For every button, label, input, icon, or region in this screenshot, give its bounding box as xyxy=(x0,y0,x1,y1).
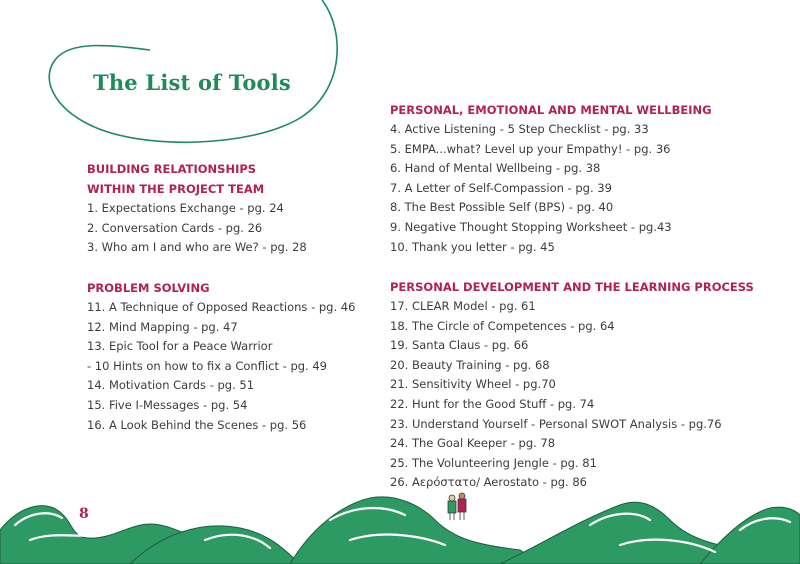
tool-item: 5. EMPA...what? Level up your Empathy! - pg. 36 xyxy=(390,141,671,156)
section-heading: WITHIN THE PROJECT TEAM xyxy=(87,182,265,196)
tool-item: 7. A Letter of Self-Compassion - pg. 39 xyxy=(390,180,612,195)
tool-item: 15. Five I-Messages - pg. 54 xyxy=(87,397,248,412)
tool-item: 16. A Look Behind the Scenes - pg. 56 xyxy=(87,417,307,432)
page-number: 8 xyxy=(79,506,89,522)
tool-item: 17. CLEAR Model - pg. 61 xyxy=(390,299,536,313)
section-heading: PROBLEM SOLVING xyxy=(87,281,210,295)
tool-item: 8. The Best Possible Self (BPS) - pg. 40 xyxy=(390,200,614,215)
tool-item: 4. Active Listening - 5 Step Checklist - pg. 33 xyxy=(390,122,649,136)
page-title: The List of Tools xyxy=(93,70,291,95)
tool-item: 10. Thank you letter - pg. 45 xyxy=(390,239,555,254)
tool-item: 22. Hunt for the Good Stuff - pg. 74 xyxy=(390,396,595,411)
people-figures xyxy=(448,493,466,520)
section-heading: PERSONAL, EMOTIONAL AND MENTAL WELLBEING xyxy=(390,103,712,117)
tool-item: 6. Hand of Mental Wellbeing - pg. 38 xyxy=(390,161,601,176)
tool-item: 2. Conversation Cards - pg. 26 xyxy=(87,220,263,235)
tool-item: 19. Santa Claus - pg. 66 xyxy=(390,338,529,353)
tool-item: 18. The Circle of Competences - pg. 64 xyxy=(390,318,615,333)
tool-item: 13. Epic Tool for a Peace Warrior xyxy=(87,339,273,354)
tool-item: 12. Mind Mapping - pg. 47 xyxy=(87,319,238,334)
tool-item: 14. Motivation Cards - pg. 51 xyxy=(87,378,255,393)
tool-item: 23. Understand Yourself - Personal SWOT Analysis - pg.76 xyxy=(390,416,722,431)
tool-item: 1. Expectations Exchange - pg. 24 xyxy=(87,201,284,215)
tool-item: 21. Sensitivity Wheel - pg.70 xyxy=(390,377,556,392)
tool-item: 11. A Technique of Opposed Reactions - pg. 46 xyxy=(87,300,356,314)
tool-item: 9. Negative Thought Stopping Worksheet - pg.43 xyxy=(390,219,672,234)
tool-item: 24. The Goal Keeper - pg. 78 xyxy=(390,436,556,451)
tool-item: - 10 Hints on how to fix a Conflict - pg. 49 xyxy=(87,358,327,373)
section-heading: PERSONAL DEVELOPMENT AND THE LEARNING PROCESS xyxy=(390,280,754,294)
tool-item: 3. Who am I and who are We? - pg. 28 xyxy=(87,240,307,255)
tool-item: 26. Αερόστατο/ Aerostato - pg. 86 xyxy=(390,475,587,490)
section-heading: BUILDING RELATIONSHIPS xyxy=(87,162,257,176)
tool-item: 25. The Volunteering Jengle - pg. 81 xyxy=(390,455,597,470)
tool-item: 20. Beauty Training - pg. 68 xyxy=(390,357,550,372)
